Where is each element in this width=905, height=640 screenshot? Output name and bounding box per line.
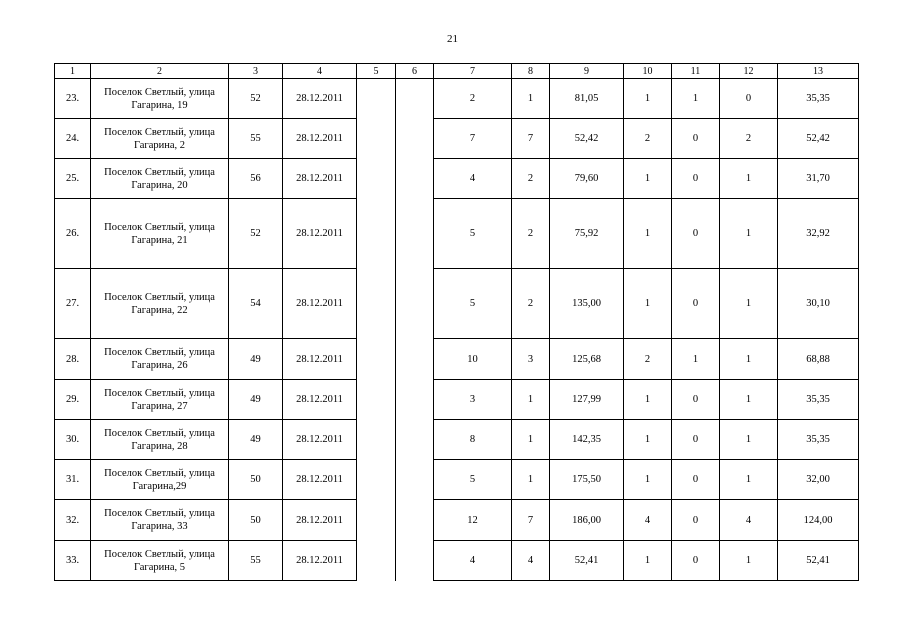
area-cell: 125,68 [550, 339, 624, 380]
table-cell: 4 [512, 541, 550, 581]
area-cell: 52,42 [778, 119, 859, 159]
table-cell: 0 [672, 269, 720, 339]
address-cell: Поселок Светлый, улица Гагарина, 5 [91, 541, 229, 581]
date-cell: 28.12.2011 [283, 420, 357, 460]
empty-cell [357, 420, 396, 460]
address-cell: Поселок Светлый, улица Гагарина, 20 [91, 159, 229, 199]
column-header: 3 [229, 64, 283, 79]
table-cell: 7 [512, 119, 550, 159]
table-cell: 52 [229, 199, 283, 269]
area-cell: 52,41 [550, 541, 624, 581]
column-header: 2 [91, 64, 229, 79]
table-cell: 2 [434, 79, 512, 119]
table-cell: 0 [672, 119, 720, 159]
area-cell: 81,05 [550, 79, 624, 119]
empty-cell [396, 380, 434, 420]
table-cell: 0 [672, 380, 720, 420]
table-cell: 8 [434, 420, 512, 460]
table-cell: 12 [434, 500, 512, 541]
table-cell: 1 [624, 269, 672, 339]
table-cell: 1 [720, 460, 778, 500]
area-cell: 52,42 [550, 119, 624, 159]
table-row [55, 199, 859, 269]
table-cell: 2 [512, 269, 550, 339]
empty-cell [357, 269, 396, 339]
address-cell: Поселок Светлый, улица Гагарина,29 [91, 460, 229, 500]
empty-cell [357, 380, 396, 420]
table-cell: 3 [434, 380, 512, 420]
area-cell: 52,41 [778, 541, 859, 581]
address-cell: Поселок Светлый, улица Гагарина, 27 [91, 380, 229, 420]
address-cell: Поселок Светлый, улица Гагарина, 28 [91, 420, 229, 460]
date-cell: 28.12.2011 [283, 380, 357, 420]
table-cell: 56 [229, 159, 283, 199]
row-number: 31. [55, 460, 91, 500]
table-row [55, 339, 859, 380]
row-number: 33. [55, 541, 91, 581]
table-cell: 0 [672, 460, 720, 500]
table-cell: 1 [720, 269, 778, 339]
table-cell: 7 [512, 500, 550, 541]
row-number: 32. [55, 500, 91, 541]
area-cell: 135,00 [550, 269, 624, 339]
table-row [55, 460, 859, 500]
table-cell: 1 [624, 159, 672, 199]
column-header: 8 [512, 64, 550, 79]
table-cell: 1 [624, 420, 672, 460]
table-cell: 3 [512, 339, 550, 380]
table-cell: 1 [512, 420, 550, 460]
table-row [55, 380, 859, 420]
empty-cell [396, 339, 434, 380]
row-number: 25. [55, 159, 91, 199]
area-cell: 124,00 [778, 500, 859, 541]
empty-cell [357, 119, 396, 159]
table-cell: 0 [672, 420, 720, 460]
area-cell: 127,99 [550, 380, 624, 420]
table-row [55, 119, 859, 159]
empty-cell [396, 541, 434, 581]
area-cell: 35,35 [778, 79, 859, 119]
empty-cell [396, 420, 434, 460]
date-cell: 28.12.2011 [283, 269, 357, 339]
table-cell: 1 [720, 159, 778, 199]
column-header: 13 [778, 64, 859, 79]
table-cell: 7 [434, 119, 512, 159]
table-cell: 4 [434, 159, 512, 199]
empty-cell [396, 460, 434, 500]
table-cell: 1 [720, 199, 778, 269]
row-number: 29. [55, 380, 91, 420]
table-cell: 54 [229, 269, 283, 339]
area-cell: 79,60 [550, 159, 624, 199]
table-cell: 1 [512, 460, 550, 500]
address-cell: Поселок Светлый, улица Гагарина, 2 [91, 119, 229, 159]
empty-cell [357, 500, 396, 541]
empty-cell [396, 199, 434, 269]
date-cell: 28.12.2011 [283, 339, 357, 380]
table-cell: 4 [720, 500, 778, 541]
row-number: 30. [55, 420, 91, 460]
area-cell: 32,92 [778, 199, 859, 269]
table-cell: 4 [434, 541, 512, 581]
table-cell: 1 [720, 380, 778, 420]
date-cell: 28.12.2011 [283, 500, 357, 541]
table-cell: 50 [229, 500, 283, 541]
table-cell: 1 [624, 541, 672, 581]
area-cell: 35,35 [778, 380, 859, 420]
table-cell: 1 [720, 420, 778, 460]
area-cell: 175,50 [550, 460, 624, 500]
table-cell: 55 [229, 119, 283, 159]
empty-cell [396, 159, 434, 199]
address-cell: Поселок Светлый, улица Гагарина, 19 [91, 79, 229, 119]
area-cell: 35,35 [778, 420, 859, 460]
table-cell: 1 [720, 541, 778, 581]
header-row [55, 64, 859, 79]
table-cell: 49 [229, 420, 283, 460]
table-cell: 49 [229, 380, 283, 420]
table-row [55, 269, 859, 339]
table-cell: 2 [720, 119, 778, 159]
address-cell: Поселок Светлый, улица Гагарина, 26 [91, 339, 229, 380]
table-row [55, 541, 859, 581]
date-cell: 28.12.2011 [283, 460, 357, 500]
row-number: 23. [55, 79, 91, 119]
table-row [55, 500, 859, 541]
table-cell: 50 [229, 460, 283, 500]
table-cell: 0 [720, 79, 778, 119]
table-cell: 1 [624, 380, 672, 420]
column-header: 10 [624, 64, 672, 79]
table-row [55, 159, 859, 199]
table-cell: 1 [512, 79, 550, 119]
column-header: 7 [434, 64, 512, 79]
date-cell: 28.12.2011 [283, 119, 357, 159]
column-header: 6 [396, 64, 434, 79]
address-cell: Поселок Светлый, улица Гагарина, 22 [91, 269, 229, 339]
table-cell: 2 [624, 339, 672, 380]
table-row [55, 79, 859, 119]
empty-cell [357, 199, 396, 269]
table-cell: 4 [624, 500, 672, 541]
table-cell: 2 [512, 199, 550, 269]
area-cell: 32,00 [778, 460, 859, 500]
empty-cell [396, 119, 434, 159]
date-cell: 28.12.2011 [283, 159, 357, 199]
empty-cell [357, 339, 396, 380]
empty-cell [357, 460, 396, 500]
table-cell: 1 [624, 460, 672, 500]
column-header: 5 [357, 64, 396, 79]
address-cell: Поселок Светлый, улица Гагарина, 21 [91, 199, 229, 269]
table-cell: 0 [672, 500, 720, 541]
table-cell: 55 [229, 541, 283, 581]
table-cell: 5 [434, 460, 512, 500]
table-cell: 1 [624, 79, 672, 119]
table-cell: 49 [229, 339, 283, 380]
table-cell: 1 [720, 339, 778, 380]
date-cell: 28.12.2011 [283, 199, 357, 269]
table-cell: 5 [434, 269, 512, 339]
empty-cell [396, 500, 434, 541]
column-header: 12 [720, 64, 778, 79]
column-header: 9 [550, 64, 624, 79]
row-number: 26. [55, 199, 91, 269]
area-cell: 30,10 [778, 269, 859, 339]
row-number: 27. [55, 269, 91, 339]
table-cell: 10 [434, 339, 512, 380]
table-row [55, 420, 859, 460]
empty-cell [357, 541, 396, 581]
date-cell: 28.12.2011 [283, 79, 357, 119]
area-cell: 186,00 [550, 500, 624, 541]
table-cell: 1 [624, 199, 672, 269]
area-cell: 75,92 [550, 199, 624, 269]
table-cell: 1 [672, 339, 720, 380]
empty-cell [357, 159, 396, 199]
column-header: 1 [55, 64, 91, 79]
row-number: 24. [55, 119, 91, 159]
table-cell: 52 [229, 79, 283, 119]
empty-cell [396, 79, 434, 119]
page-number: 21 [447, 33, 458, 45]
column-header: 11 [672, 64, 720, 79]
table-cell: 1 [512, 380, 550, 420]
housing-register-table [54, 63, 859, 581]
empty-cell [396, 269, 434, 339]
table-cell: 2 [512, 159, 550, 199]
area-cell: 68,88 [778, 339, 859, 380]
table-cell: 0 [672, 541, 720, 581]
area-cell: 142,35 [550, 420, 624, 460]
table-cell: 0 [672, 159, 720, 199]
empty-cell [357, 79, 396, 119]
table-cell: 0 [672, 199, 720, 269]
date-cell: 28.12.2011 [283, 541, 357, 581]
area-cell: 31,70 [778, 159, 859, 199]
row-number: 28. [55, 339, 91, 380]
table-cell: 5 [434, 199, 512, 269]
table-cell: 1 [672, 79, 720, 119]
table-cell: 2 [624, 119, 672, 159]
address-cell: Поселок Светлый, улица Гагарина, 33 [91, 500, 229, 541]
column-header: 4 [283, 64, 357, 79]
